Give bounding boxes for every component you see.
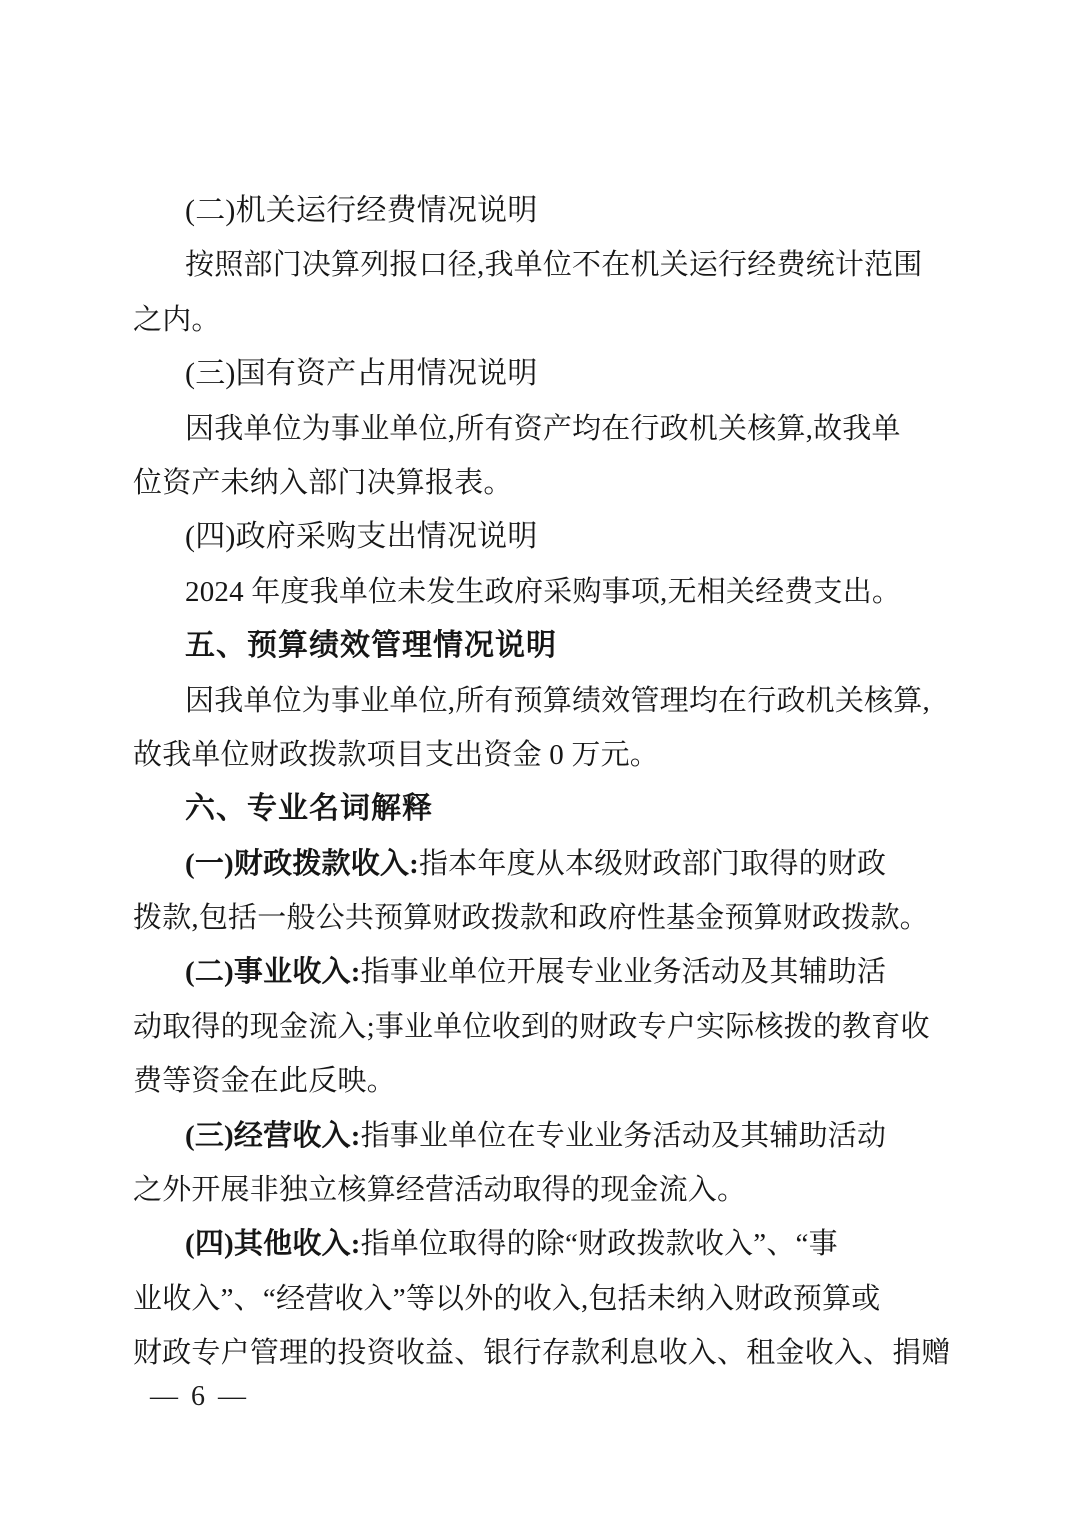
body-text-line: (二)事业收入:指事业单位开展专业业务活动及其辅助活 <box>185 956 887 989</box>
definition-term: (一)财政拨款收入: <box>185 847 419 880</box>
document-body <box>133 184 951 1381</box>
body-text-line: 因我单位为事业单位,所有预算绩效管理均在行政机关核算, <box>185 684 930 717</box>
body-text-line: 按照部门决算列报口径,我单位不在机关运行经费统计范围 <box>185 249 923 282</box>
body-text-line: 拨款,包括一般公共预算财政拨款和政府性基金预算财政拨款。 <box>133 902 929 935</box>
body-text-line: 因我单位为事业单位,所有资产均在行政机关核算,故我单 <box>185 412 901 445</box>
body-text-line: 业收入”、“经营收入”等以外的收入,包括未纳入财政预算或 <box>133 1282 881 1315</box>
body-text-line: (四)其他收入:指单位取得的除“财政拨款收入”、“事 <box>185 1228 838 1261</box>
section-heading: 五、预算绩效管理情况说明 <box>185 629 557 663</box>
body-text-line: 之内。 <box>133 303 221 336</box>
body-text-line: 故我单位财政拨款项目支出资金 0 万元。 <box>133 738 660 771</box>
section-heading: 六、专业名词解释 <box>185 792 433 826</box>
body-text-line: 费等资金在此反映。 <box>133 1065 396 1098</box>
sub-section-heading: (二)机关运行经费情况说明 <box>185 194 538 227</box>
sub-section-heading: (三)国有资产占用情况说明 <box>185 357 538 391</box>
definition-term: (三)经营收入: <box>185 1119 361 1152</box>
body-text-line: (三)经营收入:指事业单位在专业业务活动及其辅助活动 <box>185 1119 887 1152</box>
definition-term: (二)事业收入: <box>185 956 361 989</box>
page-number: — 6 — <box>150 1381 249 1412</box>
body-text-line: 2024 年度我单位未发生政府采购事项,无相关经费支出。 <box>185 575 902 608</box>
body-text-line: (一)财政拨款收入:指本年度从本级财政部门取得的财政 <box>185 847 887 880</box>
definition-term: (四)其他收入: <box>185 1228 361 1261</box>
body-text-line: 财政专户管理的投资收益、银行存款利息收入、租金收入、捐赠 <box>133 1337 951 1370</box>
sub-section-heading: (四)政府采购支出情况说明 <box>185 520 538 554</box>
body-text-line: 动取得的现金流入;事业单位收到的财政专户实际核拨的教育收 <box>133 1010 930 1043</box>
body-text-line: 之外开展非独立核算经营活动取得的现金流入。 <box>133 1174 747 1207</box>
body-text-line: 位资产未纳入部门决算报表。 <box>133 466 513 499</box>
